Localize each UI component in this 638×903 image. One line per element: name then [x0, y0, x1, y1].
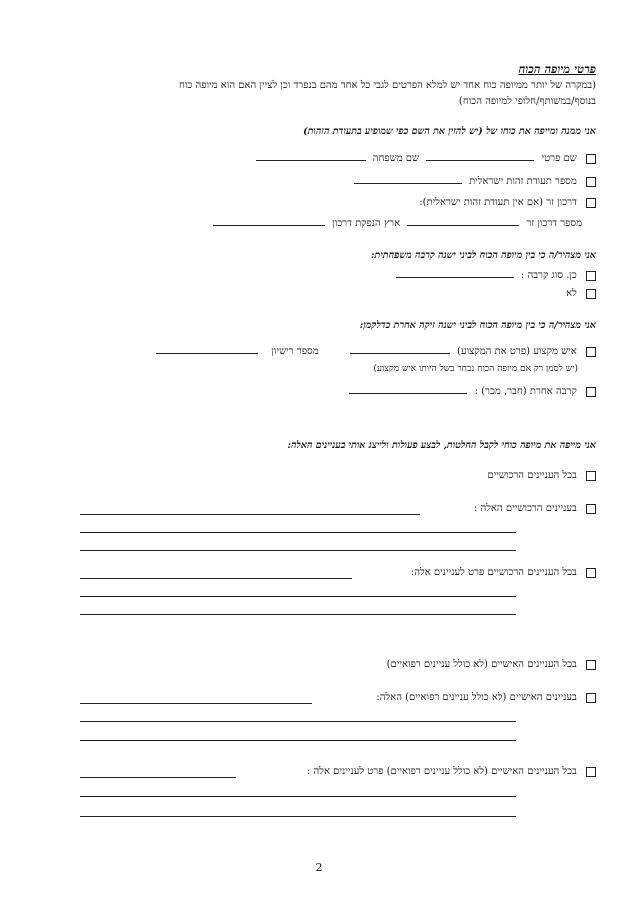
- professional-note: (יש לסמן רק אם מיופה הכוח נבחר בשל היותו איש מקצוע): [373, 364, 578, 374]
- profession-detail-label: (פרט את המקצוע): [457, 346, 530, 357]
- last-name-field[interactable]: [256, 151, 366, 161]
- id-number-label: מספר תעודת זהות ישראלית: [469, 176, 577, 187]
- license-label: מספר רישיון: [271, 346, 319, 357]
- passport-number-label: מספר דרכון זר: [526, 218, 582, 229]
- license-field[interactable]: [156, 344, 258, 354]
- opt1-label: בכל העניינים הרכושיים: [487, 470, 577, 481]
- first-name-label: שם פרטי: [541, 153, 577, 164]
- checkbox[interactable]: [586, 271, 596, 281]
- page-number: 2: [315, 861, 323, 874]
- id-number-row: [354, 174, 596, 187]
- opt5-line[interactable]: [80, 721, 516, 722]
- section2-heading: אני מצהיר/ה כי בין מיופה הכוח לביני ישנה קרבה משפחתית:: [371, 250, 596, 261]
- relation-no-label: לא: [566, 288, 577, 299]
- opt5-row: [376, 692, 596, 703]
- opt2-label: בעניינים הרכושיים האלה :: [473, 503, 577, 514]
- opt6-row: [307, 766, 596, 777]
- intro-line-2: בנוסף/במשותף/חלופי למיופה הכוח): [458, 96, 596, 107]
- section4-heading: אני מייפה את מיופה כוחי לקבל החלטות, לבצע פעולות ולייצג אותי בעניינים האלה:: [287, 440, 596, 451]
- last-name-label: שם משפחה: [372, 153, 420, 164]
- opt3-line[interactable]: [80, 614, 516, 615]
- opt2-line[interactable]: [80, 532, 516, 533]
- profession-field[interactable]: [350, 344, 450, 354]
- opt2-field[interactable]: [80, 514, 420, 515]
- opt5-field[interactable]: [80, 703, 312, 704]
- id-number-field[interactable]: [354, 174, 462, 184]
- checkbox[interactable]: [586, 660, 596, 670]
- checkbox[interactable]: [586, 198, 596, 208]
- checkbox[interactable]: [586, 347, 596, 357]
- checkbox[interactable]: [586, 568, 596, 578]
- checkbox[interactable]: [586, 387, 596, 397]
- section1-heading: אני ממנה ומייפה את כוחו של (יש להזין את השם כפי שמופיע בתעודת הזהות): [303, 126, 596, 137]
- checkbox[interactable]: [586, 471, 596, 481]
- passport-row: [419, 197, 596, 208]
- relation-yes-row: [396, 268, 596, 281]
- checkbox[interactable]: [586, 767, 596, 777]
- passport-country-label: ארץ הנפקת דרכון: [332, 218, 401, 229]
- section3-heading: אני מצהיר/ה כי בין מיופה הכוח לביני ישנה זיקה אחרת כדלקמן:: [359, 320, 596, 331]
- checkbox[interactable]: [586, 504, 596, 514]
- other-relation-label: קרבה אחרת (חבר, מכר) :: [474, 386, 577, 397]
- opt6-field[interactable]: [80, 777, 236, 778]
- other-relation-row: [349, 384, 596, 397]
- first-last-name-row: [256, 151, 596, 164]
- relation-yes-label: כן. סוג קרבה :: [520, 270, 577, 281]
- opt5-label: בעניינים האישיים (לא כולל עניינים רפואיים) האלה:: [376, 692, 577, 703]
- opt6-line[interactable]: [80, 796, 516, 797]
- opt3-label: בכל העניינים הרכושיים פרט לעניינים אלה:: [410, 567, 577, 578]
- passport-country-field[interactable]: [213, 216, 325, 226]
- opt4-row: [387, 659, 596, 670]
- checkbox[interactable]: [586, 177, 596, 187]
- opt6-line[interactable]: [80, 816, 516, 817]
- checkbox[interactable]: [586, 154, 596, 164]
- opt5-line[interactable]: [80, 740, 516, 741]
- opt2-row: [474, 503, 596, 514]
- passport-label: דרכון זר (אם אין תעודת זהות ישראלית):: [419, 197, 577, 208]
- opt1-row: [487, 470, 596, 481]
- checkbox[interactable]: [586, 693, 596, 703]
- page-title: פרטי מיופה הכוח: [518, 62, 596, 76]
- relation-no-row: [566, 288, 596, 299]
- intro-line-1: (במקרה של יותר ממיופה כוח אחד יש למלא הפרטים לגבי כל אחד מהם בנפרד וכן לציין האם הוא מיופה כוח: [178, 80, 596, 91]
- professional-label: איש מקצוע: [533, 346, 577, 357]
- opt4-label: בכל העניינים האישיים (לא כולל עניינים רפואיים): [386, 659, 577, 670]
- opt3-row: [411, 567, 596, 578]
- opt3-field[interactable]: [80, 578, 352, 579]
- checkbox[interactable]: [586, 289, 596, 299]
- passport-number-field[interactable]: [407, 216, 519, 226]
- opt2-line[interactable]: [80, 550, 516, 551]
- professional-row: [156, 344, 596, 357]
- passport-details-row: [213, 216, 582, 229]
- opt6-label: בכל העניינים האישיים (לא כולל עניינים רפואיים) פרט לעניינים אלה :: [306, 766, 577, 777]
- opt3-line[interactable]: [80, 596, 516, 597]
- other-relation-field[interactable]: [349, 384, 467, 394]
- first-name-field[interactable]: [426, 151, 534, 161]
- relation-type-field[interactable]: [396, 268, 514, 278]
